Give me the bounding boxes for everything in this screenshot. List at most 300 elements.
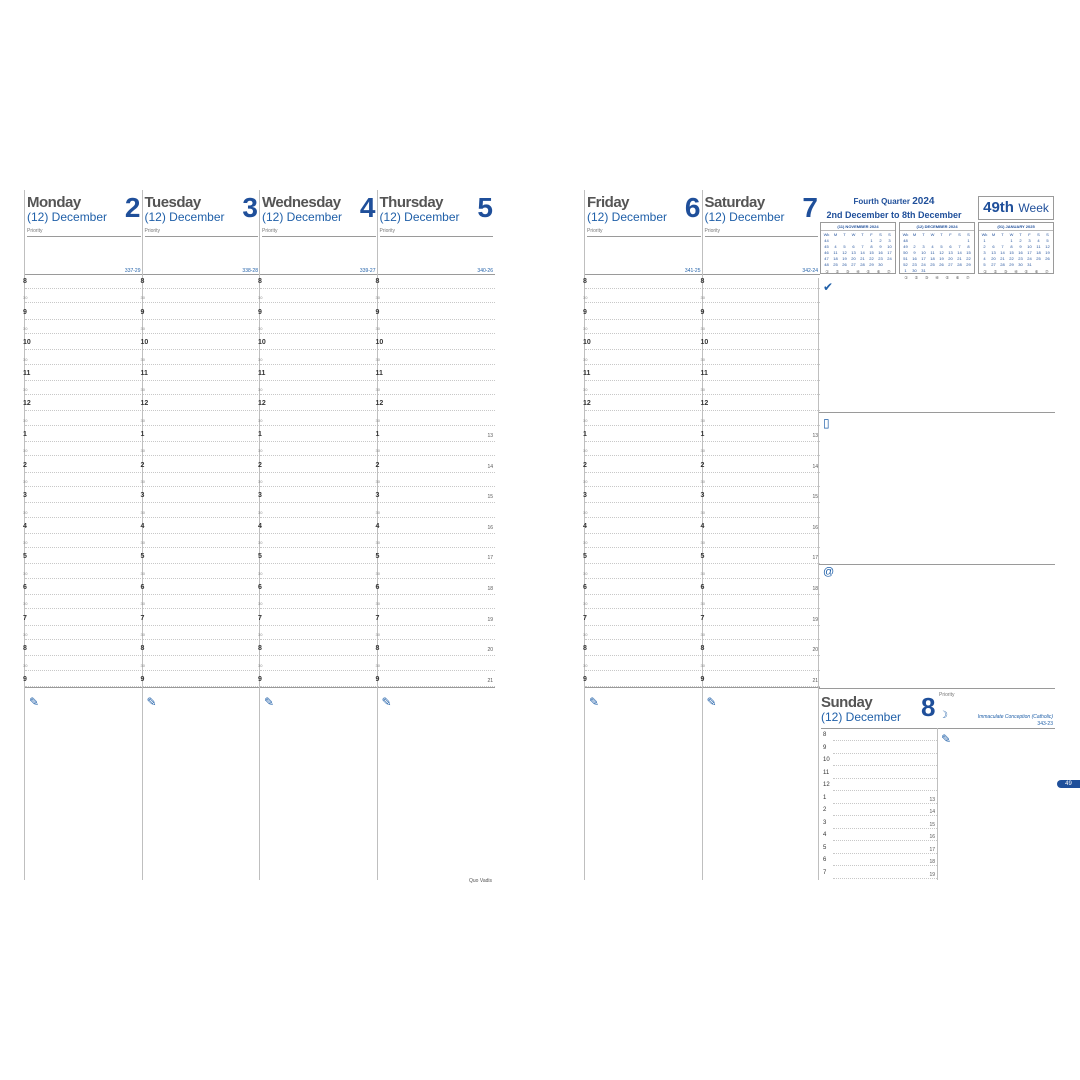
hour-line [260, 625, 378, 626]
half-hour-line [585, 608, 703, 609]
hour-24-label: 20 [487, 647, 493, 654]
hour-line [585, 319, 703, 320]
hour-label: 6 [823, 857, 827, 863]
mini-calendar-cell [955, 268, 964, 273]
half-hour-label: 30 [583, 540, 588, 546]
hour-label: 1 [375, 431, 380, 438]
day-column [24, 190, 143, 880]
hour-line [703, 594, 821, 595]
half-hour-line [703, 302, 821, 303]
hour-line [260, 655, 378, 656]
half-hour-line [378, 394, 496, 395]
mini-calendar-cell: 20 [851, 256, 856, 261]
mini-calendar-cell: 5 [983, 262, 986, 267]
half-hour-line [703, 364, 821, 365]
header-divider [143, 274, 261, 275]
half-hour-label: 30 [23, 417, 28, 423]
right-panel [818, 278, 1055, 880]
mini-calendar-cell: 9 [1019, 244, 1022, 249]
hour-label: 10 [375, 339, 384, 347]
day-number: 4 [359, 192, 376, 223]
half-hour-label: 30 [375, 540, 380, 546]
hour-line [585, 349, 703, 350]
hour-24-label: 17 [487, 555, 493, 562]
hour-label: 7 [23, 614, 27, 622]
hour-label: 9 [23, 675, 27, 683]
day-number: 6 [684, 192, 701, 223]
day-number: 7 [802, 192, 818, 223]
hour-line [25, 380, 143, 381]
day-column [584, 190, 703, 880]
hour-label: 2 [375, 461, 380, 469]
mini-calendar-cell: 25 [930, 262, 935, 267]
hour-line [378, 533, 496, 534]
half-hour-line [25, 547, 143, 548]
half-hour-label: 30 [23, 540, 28, 546]
half-hour-label: 30 [583, 295, 588, 301]
footer-mark: ① [904, 275, 908, 280]
half-hour-label: 30 [583, 601, 588, 607]
mini-calendar-cell: Wk [981, 232, 988, 237]
hour-label: 1 [23, 431, 27, 438]
half-hour-line [260, 517, 378, 518]
priority-label: Priority [262, 228, 376, 237]
half-hour-line [143, 425, 261, 426]
day-header [587, 194, 701, 274]
half-hour-label: 30 [140, 448, 145, 454]
half-hour-line [378, 302, 496, 303]
mini-calendar-cell: 13 [851, 250, 856, 255]
mini-calendar-cell: 1 [904, 268, 907, 273]
half-hour-line [143, 517, 261, 518]
hour-label: 7 [583, 614, 587, 622]
mini-calendar-cell: 50 [903, 250, 908, 255]
check-icon: ✔ [823, 280, 834, 294]
footer-mark: ⑦ [1045, 269, 1049, 274]
hour-label: 11 [140, 369, 148, 377]
mini-calendar-cell [928, 238, 937, 243]
hour-line [585, 625, 703, 626]
mini-calendar-cell: 21 [1000, 256, 1005, 261]
mini-calendar-cell: 17 [887, 250, 892, 255]
hour-label: 8 [23, 645, 27, 653]
hour-line [260, 472, 378, 473]
hour-label: 11 [375, 369, 383, 377]
hour-24-label: 16 [929, 834, 935, 840]
hour-line [833, 778, 937, 779]
half-hour-label: 30 [258, 387, 263, 393]
hour-24-label: 14 [812, 463, 818, 470]
header-divider [260, 274, 378, 275]
half-hour-line [378, 578, 496, 579]
day-code: 337-29 [124, 268, 141, 274]
hour-label: 4 [700, 522, 705, 530]
half-hour-line [25, 517, 143, 518]
mini-calendar-cell: 11 [833, 250, 838, 255]
hour-line [143, 319, 261, 320]
day-month: (12) December [262, 210, 343, 224]
mini-calendar-cell: 30 [1018, 262, 1023, 267]
mini-calendar-cell [998, 238, 1007, 243]
hour-label: 11 [23, 369, 31, 377]
hour-label: 3 [258, 492, 262, 500]
day-number: 5 [477, 192, 493, 223]
mini-calendar-cell: 4 [983, 256, 986, 261]
mini-calendar-cell: 8 [870, 244, 873, 249]
half-hour-label: 30 [375, 356, 380, 362]
right-page [584, 190, 1054, 880]
half-hour-line [143, 608, 261, 609]
hour-line [260, 410, 378, 411]
hour-24-label: 16 [487, 524, 493, 531]
half-hour-label: 30 [375, 570, 380, 576]
pen-icon: ✎ [941, 732, 952, 746]
quarter-title: Fourth Quarter 2024 [853, 196, 935, 207]
mini-calendar-cell: 8 [967, 244, 970, 249]
half-hour-label: 30 [700, 478, 705, 484]
mini-calendar-cell: 24 [921, 262, 926, 267]
mini-calendar-cell: 31 [1027, 262, 1032, 267]
half-hour-label: 30 [140, 356, 145, 362]
notes-divider [585, 687, 703, 688]
hour-label: 9 [23, 308, 27, 316]
hour-line [25, 533, 143, 534]
mini-calendar-cell: 22 [1009, 256, 1014, 261]
half-hour-line [260, 670, 378, 671]
day-code: 342-24 [802, 268, 818, 274]
half-hour-label: 30 [23, 448, 28, 454]
mini-calendar-cell: 7 [958, 244, 961, 249]
hour-line [143, 410, 261, 411]
hour-label: 5 [23, 553, 27, 561]
mini-calendar-cell: 24 [887, 256, 892, 261]
mini-calendar-cell: 28 [957, 262, 962, 267]
hour-label: 6 [258, 584, 262, 591]
notes-divider [143, 687, 261, 688]
half-hour-line [260, 455, 378, 456]
hour-line [260, 594, 378, 595]
hour-line [833, 815, 937, 816]
hour-line [378, 319, 496, 320]
mini-calendar-cell: 18 [833, 256, 838, 261]
half-hour-line [703, 578, 821, 579]
hour-line [703, 625, 821, 626]
hour-label: 3 [140, 492, 145, 500]
half-hour-label: 30 [700, 540, 705, 546]
hour-label: 12 [700, 400, 709, 408]
mini-calendar-cell: 2 [913, 244, 916, 249]
half-hour-line [25, 364, 143, 365]
mini-calendar-cell: 1 [1010, 238, 1013, 243]
hour-label: 1 [700, 431, 705, 438]
footer-mark: ④ [856, 269, 860, 274]
day-name: Friday [587, 194, 630, 211]
half-hour-label: 30 [583, 631, 588, 637]
moon-icon: ☽ [939, 710, 948, 721]
hour-line [378, 380, 496, 381]
panel-divider [819, 412, 1055, 413]
hour-label: 6 [23, 584, 27, 591]
hour-line [833, 740, 937, 741]
hour-line [703, 319, 821, 320]
hour-label: 8 [140, 645, 145, 653]
mini-calendar [899, 222, 975, 280]
half-hour-line [378, 547, 496, 548]
half-hour-label: 30 [583, 478, 588, 484]
hour-label: 4 [583, 522, 587, 530]
hour-line [585, 655, 703, 656]
day-month: (12) December [821, 710, 902, 724]
mini-calendar-cell: 22 [966, 256, 971, 261]
hour-line [25, 288, 143, 289]
mini-calendar-grid [900, 231, 974, 274]
mini-calendar-cell: 26 [1045, 256, 1050, 261]
half-hour-line [143, 639, 261, 640]
hour-label: 9 [140, 675, 145, 683]
half-hour-label: 30 [700, 631, 705, 637]
hour-24-label: 17 [812, 555, 818, 562]
half-hour-line [703, 333, 821, 334]
half-hour-line [25, 608, 143, 609]
mini-calendar-cell [937, 268, 946, 273]
hour-label: 9 [823, 744, 827, 751]
mini-calendar-cell: 24 [1027, 256, 1032, 261]
half-hour-label: 30 [23, 509, 28, 515]
half-hour-label: 30 [23, 295, 28, 301]
hour-label: 2 [258, 461, 262, 469]
hour-label: 8 [823, 732, 827, 738]
mini-calendar-cell: 2 [983, 244, 986, 249]
mini-calendar-cell: 4 [1037, 238, 1040, 243]
hour-line [703, 533, 821, 534]
hour-label: 1 [583, 431, 587, 438]
mini-calendar-cell [964, 268, 973, 273]
hour-label: 6 [375, 584, 380, 591]
day-number: 2 [124, 192, 141, 223]
half-hour-line [703, 547, 821, 548]
mini-calendar-cell: 3 [1028, 238, 1031, 243]
hour-line [260, 563, 378, 564]
footer-mark: ⑥ [876, 269, 881, 274]
header-divider [25, 274, 143, 275]
half-hour-label: 30 [375, 662, 380, 668]
mini-calendar-cell: F [870, 232, 873, 237]
half-hour-line [25, 302, 143, 303]
mini-calendar-cell: 10 [887, 244, 892, 249]
half-hour-label: 30 [375, 387, 380, 393]
half-hour-label: 30 [140, 662, 145, 668]
hour-24-label: 15 [812, 494, 818, 501]
panel-divider [819, 688, 1055, 689]
half-hour-label: 30 [375, 601, 380, 607]
hour-label: 3 [23, 492, 27, 500]
mini-calendar-cell: 48 [903, 238, 908, 243]
footer-mark: ① [983, 269, 987, 274]
day-name: Sunday [821, 694, 873, 711]
hour-label: 1 [258, 431, 262, 438]
mini-calendar-cell: 12 [1045, 244, 1050, 249]
half-hour-label: 30 [258, 570, 263, 576]
mini-calendar-cell: T [1019, 232, 1022, 237]
hour-24-label: 21 [812, 677, 818, 684]
hour-label: 11 [258, 369, 266, 377]
hour-line [25, 655, 143, 656]
mini-calendar-title: (12) DECEMBER 2024 [900, 223, 974, 231]
mini-calendar-cell: 2 [1019, 238, 1022, 243]
hour-label: 9 [700, 308, 705, 316]
hour-label: 6 [700, 584, 705, 591]
sunday-block [821, 690, 1055, 880]
hour-line [143, 655, 261, 656]
half-hour-label: 30 [583, 662, 588, 668]
half-hour-label: 30 [258, 478, 263, 484]
mini-calendar-cell: 28 [1000, 262, 1005, 267]
day-header [145, 194, 259, 274]
hour-label: 10 [140, 339, 149, 347]
half-hour-line [25, 486, 143, 487]
hour-label: 8 [258, 278, 262, 285]
half-hour-label: 30 [258, 417, 263, 423]
day-column [702, 190, 821, 880]
half-hour-line [143, 394, 261, 395]
hour-line [703, 472, 821, 473]
header-divider [378, 274, 496, 275]
mini-calendar-cell: 14 [860, 250, 865, 255]
mini-calendar-cell: 48 [824, 262, 829, 267]
half-hour-label: 30 [258, 509, 263, 515]
hour-line [833, 753, 937, 754]
hour-24-label: 20 [812, 647, 818, 654]
footer-mark: ⑦ [966, 275, 970, 280]
hour-line [378, 625, 496, 626]
hour-label: 10 [823, 757, 830, 763]
pen-icon: ✎ [146, 695, 157, 709]
hour-label: 6 [583, 584, 587, 591]
mini-calendar-cell: 6 [852, 244, 855, 249]
hour-line [378, 563, 496, 564]
footer-mark: ② [835, 269, 840, 274]
hour-label: 10 [23, 339, 31, 347]
day-name: Saturday [704, 194, 765, 211]
mini-calendar-cell: 15 [1009, 250, 1014, 255]
hour-line [378, 472, 496, 473]
mini-calendar-cell [840, 238, 849, 243]
hour-label: 4 [140, 522, 145, 530]
half-hour-label: 30 [258, 662, 263, 668]
half-hour-label: 30 [700, 601, 705, 607]
mini-calendar-cell: 13 [991, 250, 996, 255]
hour-label: 9 [375, 675, 380, 683]
pen-icon: ✎ [29, 695, 40, 709]
hour-line [260, 502, 378, 503]
day-column [259, 190, 378, 880]
hour-line [260, 349, 378, 350]
hour-line [378, 655, 496, 656]
half-hour-label: 30 [23, 387, 28, 393]
day-month: (12) December [379, 210, 460, 224]
hour-label: 7 [700, 614, 705, 622]
half-hour-label: 30 [258, 325, 263, 331]
day-name: Tuesday [144, 194, 201, 211]
hour-line [378, 594, 496, 595]
hour-label: 12 [583, 400, 591, 408]
half-hour-label: 30 [140, 417, 145, 423]
hour-line [25, 441, 143, 442]
mini-calendar-footer [979, 268, 1053, 275]
mini-calendar-footer [821, 268, 895, 275]
priority-label: Priority [939, 692, 955, 698]
half-hour-line [260, 639, 378, 640]
hour-line [703, 288, 821, 289]
mini-calendar-grid [979, 231, 1053, 268]
hour-label: 4 [375, 522, 380, 530]
mini-calendar-cell: 6 [949, 244, 952, 249]
half-hour-line [143, 364, 261, 365]
hour-line [260, 441, 378, 442]
day-header [380, 194, 494, 274]
half-hour-label: 30 [23, 601, 28, 607]
half-hour-label: 30 [700, 295, 705, 301]
hour-line [25, 410, 143, 411]
priority-label: Priority [587, 228, 701, 237]
half-hour-line [378, 517, 496, 518]
half-hour-line [585, 547, 703, 548]
mini-calendar-cell: 30 [912, 268, 917, 273]
mini-calendar-cell [919, 238, 928, 243]
mini-calendar-cell: 29 [869, 262, 874, 267]
hour-line [585, 380, 703, 381]
mini-calendar-cell: 22 [869, 256, 874, 261]
hour-label: 9 [258, 308, 262, 316]
hour-line [703, 410, 821, 411]
mini-calendar-cell: 26 [842, 262, 847, 267]
half-hour-line [143, 547, 261, 548]
half-hour-label: 30 [375, 295, 380, 301]
hour-line [833, 865, 937, 866]
hour-label: 11 [583, 369, 591, 377]
mini-calendar-cell: 28 [860, 262, 865, 267]
hour-line [143, 441, 261, 442]
hour-line [585, 594, 703, 595]
mini-calendar-cell: 5 [940, 244, 943, 249]
half-hour-label: 30 [583, 356, 588, 362]
half-hour-line [25, 455, 143, 456]
day-month: (12) December [144, 210, 225, 224]
footer-mark: ③ [1003, 269, 1008, 274]
mini-calendar-cell [831, 238, 840, 243]
pen-icon: ✎ [381, 695, 392, 709]
hour-label: 11 [700, 369, 708, 377]
mini-calendar-cell: 31 [921, 268, 926, 273]
half-hour-label: 30 [700, 509, 705, 515]
hour-24-label: 13 [487, 433, 493, 439]
mini-calendar-cell: T [861, 232, 864, 237]
half-hour-line [260, 486, 378, 487]
day-code: 338-28 [242, 268, 258, 274]
mini-calendar-cell: 7 [861, 244, 864, 249]
half-hour-line [703, 394, 821, 395]
hour-label: 3 [375, 492, 380, 500]
hour-line [378, 410, 496, 411]
half-hour-line [260, 302, 378, 303]
half-hour-label: 30 [140, 387, 145, 393]
half-hour-label: 30 [583, 570, 588, 576]
panel-divider [819, 564, 1055, 565]
half-hour-label: 30 [140, 631, 145, 637]
half-hour-line [378, 333, 496, 334]
half-hour-label: 30 [375, 417, 380, 423]
mini-calendar-title: (01) JANUARY 2025 [979, 223, 1053, 231]
